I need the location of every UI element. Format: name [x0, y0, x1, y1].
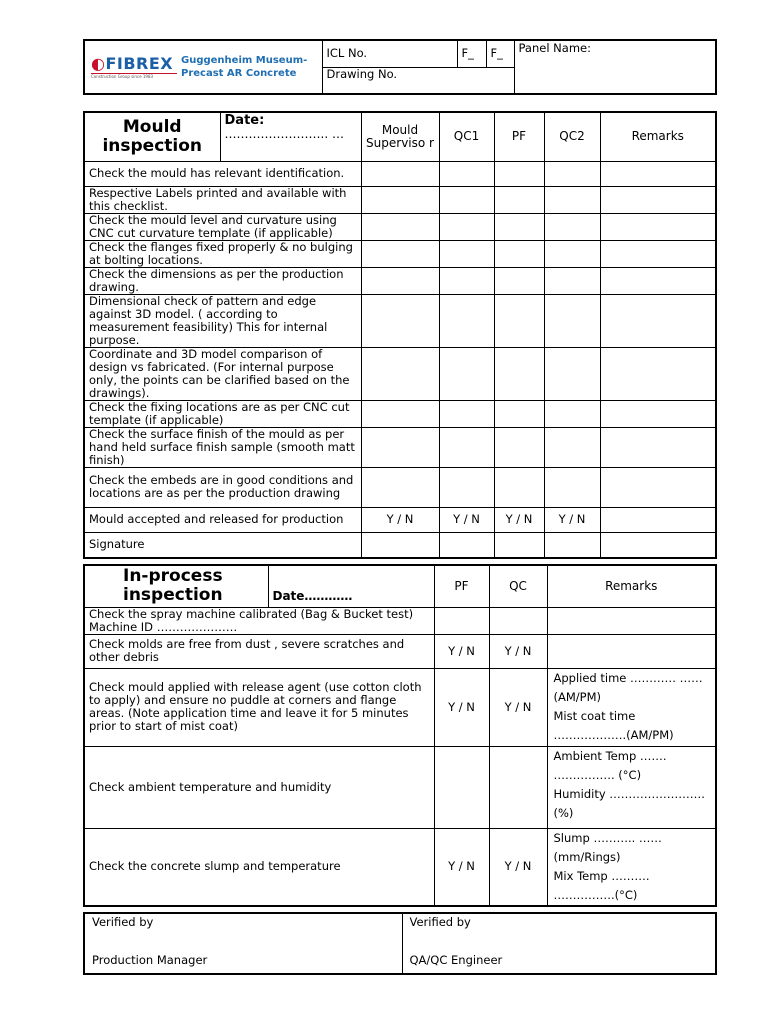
- table-row: Check the spray machine calibrated (Bag & Bucket test) Machine ID …………………: [84, 607, 716, 634]
- accepted-qc2-yn: Y / N: [544, 507, 600, 532]
- accepted-pf-yn: Y / N: [494, 507, 544, 532]
- inprocess-inspection-table: [83, 564, 717, 907]
- verified-qaqc: Verified by QA/QC Engineer: [402, 913, 716, 974]
- inprocess-inspection-title: In-process inspection: [84, 565, 268, 607]
- project-name-line2: Precast AR Concrete: [181, 68, 297, 79]
- col-mould-supervisor: Mould Superviso r: [361, 112, 439, 161]
- table-row: Check the surface finish of the mould as per hand held surface finish sample (smooth matt finish): [84, 427, 716, 467]
- col-pf: PF: [494, 112, 544, 161]
- col-qc2: QC2: [544, 112, 600, 161]
- accepted-qc1-yn: Y / N: [439, 507, 494, 532]
- col-remarks: Remarks: [600, 112, 716, 161]
- table-row: Respective Labels printed and available with this checklist.: [84, 186, 716, 213]
- company-logo: ◐FIBREX Construction Group since 1983: [91, 56, 177, 79]
- inprocess-date-field: Date…………: [268, 565, 434, 607]
- accepted-supervisor-yn: Y / N: [361, 507, 439, 532]
- table-row: Check the concrete slump and temperature Y / N Y / N Slump ……….. ……(mm/Rings) Mix Temp ………. …………….(°C): [84, 828, 716, 906]
- logo-cell: [84, 40, 322, 94]
- ambient-remarks: Ambient Temp ……. ……………. (°C) Humidity ……………………. (%): [547, 746, 716, 828]
- col-inprocess-qc: QC: [489, 565, 547, 607]
- mould-inspection-table: [83, 111, 717, 559]
- col-inprocess-remarks: Remarks: [547, 565, 716, 607]
- table-row-accepted: Mould accepted and released for production Y / N Y / N Y / N Y / N: [84, 507, 716, 532]
- f-field-2: F_: [486, 40, 514, 67]
- release-agent-remarks: Applied time ………… ……(AM/PM) Mist coat time ……………….(AM/PM): [547, 668, 716, 746]
- table-row: Check the flanges fixed properly & no bulging at bolting locations.: [84, 240, 716, 267]
- header-table: [83, 39, 717, 95]
- panel-name-label: Panel Name:: [514, 40, 716, 94]
- table-row: Check molds are free from dust , severe scratches and other debris Y / N Y / N: [84, 634, 716, 668]
- table-row: Check ambient temperature and humidity Ambient Temp ……. ……………. (°C) Humidity ……………………. (%): [84, 746, 716, 828]
- table-row: Check the mould level and curvature using CNC cut curvature template (if applicable): [84, 213, 716, 240]
- slump-remarks: Slump ……….. ……(mm/Rings) Mix Temp ………. …………….(°C): [547, 828, 716, 906]
- verified-production: Verified by Production Manager: [84, 913, 402, 974]
- table-row-signature: Signature: [84, 532, 716, 558]
- f-field-1: F_: [457, 40, 486, 67]
- mould-inspection-title: Mould inspection: [84, 112, 220, 161]
- table-row: Check the mould has relevant identification.: [84, 161, 716, 186]
- drawing-label: Drawing No.: [322, 67, 514, 94]
- table-row: Check the fixing locations are as per CNC cut template (if applicable): [84, 400, 716, 427]
- table-row: Check the embeds are in good conditions and locations are as per the production drawing: [84, 467, 716, 507]
- icl-label: ICL No.: [322, 40, 457, 67]
- verification-table: [83, 912, 717, 975]
- table-row: Coordinate and 3D model comparison of design vs fabricated. (For internal purpose only, the points can be clarified based on the drawings).: [84, 347, 716, 400]
- table-row: Dimensional check of pattern and edge against 3D model. ( according to measurement feasibility) This for internal purpose.: [84, 294, 716, 347]
- col-inprocess-pf: PF: [434, 565, 489, 607]
- col-qc1: QC1: [439, 112, 494, 161]
- table-row: Check mould applied with release agent (use cotton cloth to apply) and ensure no puddle at corners and flange areas. (Note application time and leave it for 5 minutes prior to start of mist coat) Y / N Y / N Applied time ………… ……(AM/PM) Mist coat time ……………….(AM/PM): [84, 668, 716, 746]
- mould-date-field: Date: …………………….. …: [220, 112, 361, 161]
- project-name-line1: Guggenheim Museum-: [181, 55, 308, 66]
- logo-tagline: Construction Group since 1983: [91, 73, 177, 79]
- table-row: Check the dimensions as per the production drawing.: [84, 267, 716, 294]
